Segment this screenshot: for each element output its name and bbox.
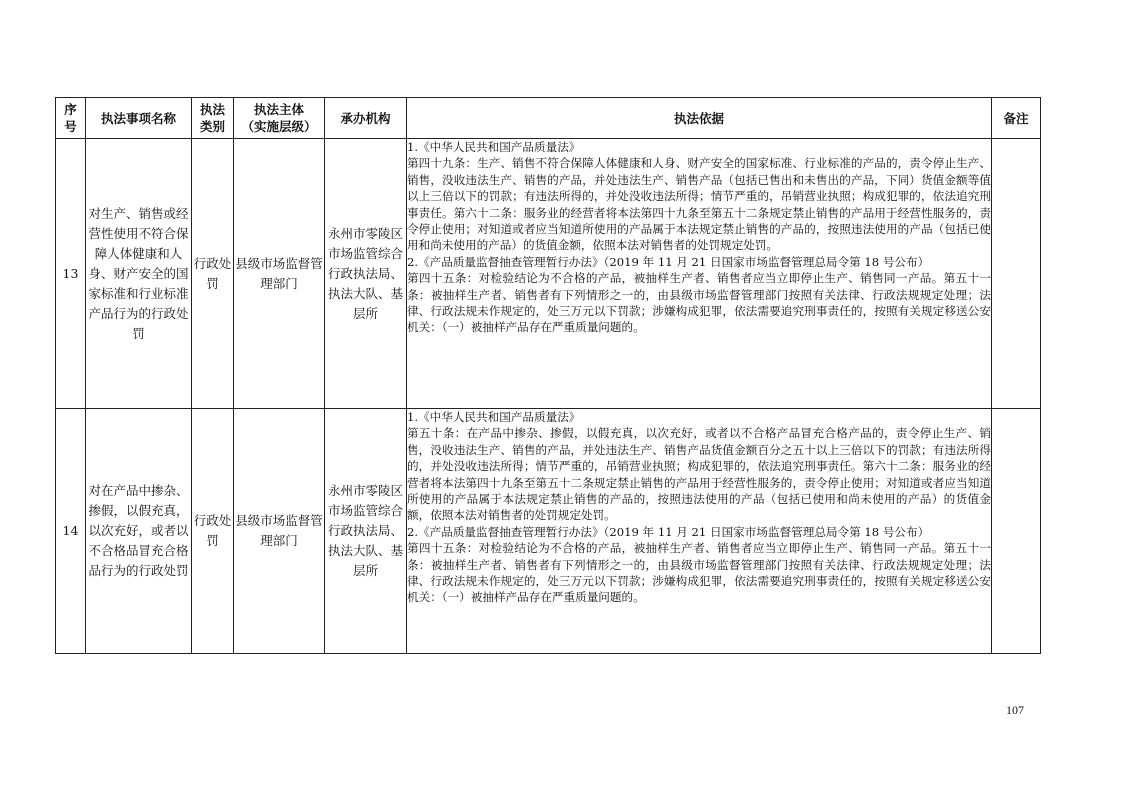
row-note <box>992 409 1041 654</box>
row-basis <box>407 409 992 654</box>
basis-law-title: 1.《中华人民共和国产品质量法》 <box>407 410 581 424</box>
page-number: 107 <box>1006 703 1024 717</box>
basis-rule-text: 第四十五条：对检验结论为不合格的产品，被抽样生产者、销售者应当立即停止生产、销售同一产品。第五十一条：被抽样生产者、销售者有下列情形之一的，由县级市场监督管理部门按照有关法律、行政法规规定处理；法律、行政法规未作规定的，处三万元以下罚款；涉嫌构成犯罪，依法需要追究刑事责任的，按照有关规定移送公安机关：（一）被抽样产品存在严重质量问题的。 <box>407 541 991 605</box>
row-type: 行政处罚 <box>192 409 234 654</box>
header-type-line2: 类别 <box>199 119 225 134</box>
row-subject: 县级市场监督管理部门 <box>234 409 325 654</box>
header-seq-line1: 序 <box>64 102 77 117</box>
table-row <box>56 409 1041 654</box>
enforcement-table <box>55 97 1041 654</box>
row-org: 永州市零陵区市场监管综合行政执法局、执法大队、基层所 <box>325 139 407 409</box>
row-org: 永州市零陵区市场监管综合行政执法局、执法大队、基层所 <box>325 409 407 654</box>
header-type <box>192 98 234 139</box>
header-subject-line1: 执法主体 <box>253 102 304 117</box>
table-row <box>56 139 1041 409</box>
row-basis <box>407 139 992 409</box>
header-org: 承办机构 <box>325 98 407 139</box>
header-name: 执法事项名称 <box>86 98 192 139</box>
header-subject-line2: （实施层级） <box>241 119 317 134</box>
basis-rule-text: 第四十五条：对检验结论为不合格的产品，被抽样生产者、销售者应当立即停止生产、销售同一产品。第五十一条：被抽样生产者、销售者有下列情形之一的，由县级市场监督管理部门按照有关法律、行政法规规定处理；法律、行政法规未作规定的，处三万元以下罚款；涉嫌构成犯罪，依法需要追究刑事责任的，按照有关规定移送公安机关：（一）被抽样产品存在严重质量问题的。 <box>407 271 991 335</box>
row-note <box>992 139 1041 409</box>
row-type: 行政处罚 <box>192 139 234 409</box>
basis-law-title: 1.《中华人民共和国产品质量法》 <box>407 140 581 154</box>
row-seq: 14 <box>56 409 86 654</box>
basis-law-text: 第四十九条：生产、销售不符合保障人体健康和人身、财产安全的国家标准、行业标准的产品的，责令停止生产、销售，没收违法生产、销售的产品，并处违法生产、销售产品（包括已售出和未售出的产品，下同）货值金额等值以上三倍以下的罚款；有违法所得的，并处没收违法所得；情节严重的，吊销营业执照；构成犯罪的，依法追究刑事责任。第六十二条：服务业的经营者将本法第四十九条至第五十二条规定禁止销售的产品用于经营性服务的，责令停止使用；对知道或者应当知道所使用的产品属于本法规定禁止销售的产品的，按照违法使用的产品（包括已使用和尚未使用的产品）的货值金额，依照本法对销售者的处罚规定处罚。 <box>407 156 991 253</box>
row-seq: 13 <box>56 139 86 409</box>
basis-law-text: 第五十条：在产品中掺杂、掺假，以假充真，以次充好，或者以不合格产品冒充合格产品的，责令停止生产、销售，没收违法生产、销售的产品，并处违法生产、销售产品货值金额百分之五十以上三倍以下的罚款；有违法所得的，并处没收违法所得；情节严重的，吊销营业执照；构成犯罪的，依法追究刑事责任。第六十二条：服务业的经营者将本法第四十九条至第五十二条规定禁止销售的产品用于经营性服务的，责令停止使用；对知道或者应当知道所使用的产品属于本法规定禁止销售的产品的，按照违法使用的产品（包括已使用和尚未使用的产品）的货值金额，依照本法对销售者的处罚规定处罚。 <box>407 426 991 523</box>
table-header-row <box>56 98 1041 139</box>
basis-rule-title: 2.《产品质量监督抽查管理暂行办法》（2019 年 11 月 21 日国家市场监督管理总局令第 18 号公布） <box>407 524 930 539</box>
row-name: 对在产品中掺杂、掺假，以假充真，以次充好，或者以不合格品冒充合格品行为的行政处罚 <box>86 409 192 654</box>
row-subject: 县级市场监督管理部门 <box>234 139 325 409</box>
row-name: 对生产、销售或经营性使用不符合保障人体健康和人身、财产安全的国家标准和行业标准产品行为的行政处罚 <box>86 139 192 409</box>
header-seq <box>56 98 86 139</box>
basis-rule-title: 2.《产品质量监督抽查管理暂行办法》（2019 年 11 月 21 日国家市场监督管理总局令第 18 号公布） <box>407 254 930 269</box>
header-type-line1: 执法 <box>199 102 225 117</box>
header-seq-line2: 号 <box>64 119 77 134</box>
header-note: 备注 <box>992 98 1041 139</box>
header-basis: 执法依据 <box>407 98 992 139</box>
header-subject <box>234 98 325 139</box>
